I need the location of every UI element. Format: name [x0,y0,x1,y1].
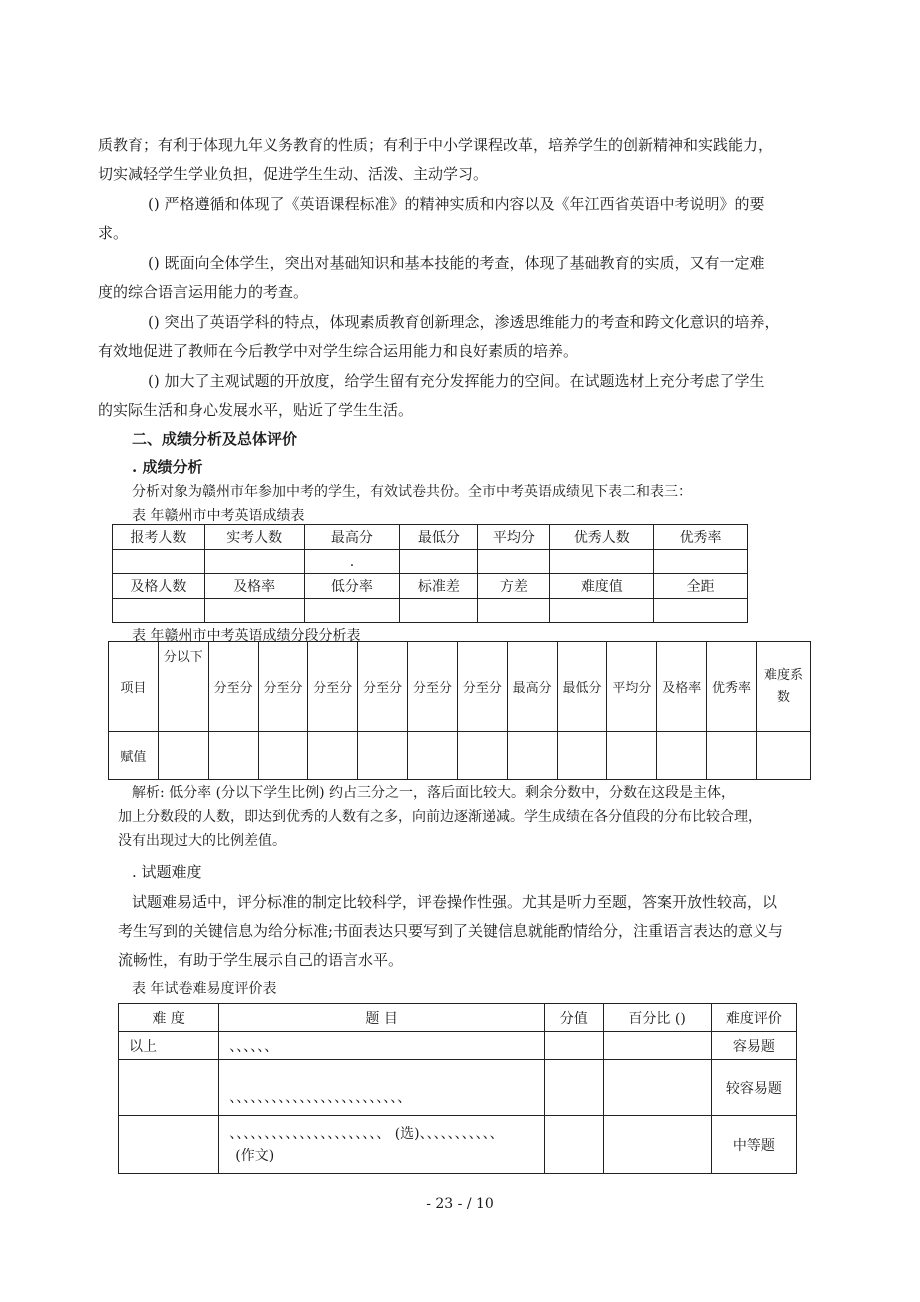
items-cell [219,1116,545,1174]
para1-line2: 切实减轻学生学业负担，促进学生生动、活泼、主动学习。 [98,165,489,183]
page-number: - 23 - / 10 [426,1196,494,1212]
para3-line2: 度的综合语言运用能力的考查。 [98,283,309,301]
difficulty-line1: 试题难易适中，评分标准的制定比较科学，评卷操作性强。尤其是听力至题，答案开放性较高，以 [132,893,778,911]
table-header-cell: 分至分 [358,642,408,732]
table-cell: 全距 [654,574,748,599]
para2-line2: 求。 [98,224,129,242]
table-cell [358,732,408,780]
eval-cell: 容易题 [711,1032,796,1060]
table-header-cell: 分至分 [457,642,507,732]
table-header-cell: 分至分 [258,642,308,732]
score-table [112,524,748,623]
table-cell [478,550,550,574]
table-cell [408,732,458,780]
table-header-cell: 难度评价 [711,1004,796,1032]
items-cell: 、、、、、、、、、、、、、、、、、、、、、、、、、 [219,1060,545,1116]
table-cell: 实考人数 [204,525,304,550]
table-cell [657,732,707,780]
segment-table [108,641,811,780]
table-cell: 标准差 [400,574,478,599]
table-header-cell: 分至分 [208,642,258,732]
table-header-cell: 分至分 [408,642,458,732]
percent-cell [603,1060,711,1116]
table-row [119,1116,797,1174]
subheading-score-analysis: . 成绩分析 [132,458,203,476]
table-row [113,599,748,623]
table-cell [507,732,557,780]
table-cell: 最低分 [400,525,478,550]
difficulty-line3: 流畅性，有助于学生展示自己的语言水平。 [118,951,404,969]
table-header-cell: 优秀率 [707,642,757,732]
table-cell [457,732,507,780]
difficulty-line2: 考生写到的关键信息为给分标准;书面表达只要写到了关键信息就能酌情给分，注重语言表达的意义与 [118,922,784,940]
table1-caption: 表 年赣州市中考英语成绩表 [132,508,305,524]
table-header-cell: 最高分 [507,642,557,732]
table-row [119,1060,797,1116]
items-line1: 、、、、、、、、、、、、、、、、、、、、、、 (选)、、、、、、、、、、、 [229,1125,504,1142]
subheading-difficulty: . 试题难度 [132,863,202,881]
table-cell: 平均分 [478,525,550,550]
table-cell [478,599,550,623]
table2-caption: 表 年赣州市中考英语成绩分段分析表 [132,628,361,644]
table-cell: 最高分 [304,525,400,550]
table-cell [607,732,657,780]
table-header-cell: 题 目 [219,1004,545,1032]
para4-line2: 有效地促进了教师在今后教学中对学生综合运用能力和良好素质的培养。 [98,342,579,360]
table-cell: 及格人数 [113,574,205,599]
table-cell [557,732,607,780]
intro-text: 分析对象为赣州市年参加中考的学生，有效试卷共份。全市中考英语成绩见下表二和表三： [132,484,692,500]
table-cell [304,599,400,623]
section-heading: 二、成绩分析及总体评价 [132,430,298,448]
table-row [119,1004,797,1032]
table-header-cell: 项目 [109,642,159,732]
para3-line1: () 既面向全体学生，突出对基础知识和基本技能的考查，体现了基础教育的实质，又有一定难 [148,254,765,272]
table-header-cell: 难 度 [119,1004,219,1032]
items-line2: (作文) [235,1147,275,1164]
table-header-cell: 难度系数 [756,642,810,732]
table-cell: . [304,550,400,574]
table-header-cell: 平均分 [607,642,657,732]
analysis-line1: 解析: 低分率 (分以下学生比例) 约占三分之一，落后面比较大。剩余分数中，分数在这段是主体， [132,785,735,801]
para5-line2: 的实际生活和身心发展水平，贴近了学生生活。 [98,401,414,419]
para4-line1: () 突出了英语学科的特点，体现素质教育创新理念，渗透思维能力的考查和跨文化意识的培养， [148,313,780,331]
para5-line1: () 加大了主观试题的开放度，给学生留有充分发挥能力的空间。在试题选材上充分考虑了学生 [148,372,765,390]
table-cell: 优秀人数 [550,525,654,550]
table-row [113,550,748,574]
score-cell [544,1032,603,1060]
table-cell [208,732,258,780]
table-cell: 及格率 [204,574,304,599]
table-cell [113,599,205,623]
table-row [113,525,748,550]
analysis-line3: 没有出现过大的比例差值。 [118,833,286,849]
table-cell [550,550,654,574]
row-label-cell: 赋值 [109,732,159,780]
table-cell: 方差 [478,574,550,599]
table-cell [550,599,654,623]
table-row [119,1032,797,1060]
table-cell [204,550,304,574]
table-cell [707,732,757,780]
table-cell [654,550,748,574]
table-cell: 优秀率 [654,525,748,550]
items-cell: 、、、、、、 [219,1032,545,1060]
table-cell [113,550,205,574]
table-row [109,732,811,780]
score-cell [544,1060,603,1116]
table-row [113,574,748,599]
table-header-cell: 及格率 [657,642,707,732]
percent-cell [603,1032,711,1060]
eval-cell: 较容易题 [711,1060,796,1116]
table-cell: 报考人数 [113,525,205,550]
score-cell [544,1116,603,1174]
table-cell [400,550,478,574]
table-cell [258,732,308,780]
table-header-cell: 最低分 [557,642,607,732]
table-cell: 难度值 [550,574,654,599]
percent-cell [603,1116,711,1174]
table-cell [158,732,208,780]
table-cell [756,732,810,780]
table-cell [400,599,478,623]
table-header-cell: 百分比 () [603,1004,711,1032]
table-row [109,642,811,732]
eval-cell: 中等题 [711,1116,796,1174]
difficulty-cell [119,1060,219,1116]
analysis-line2: 加上分数段的人数，即达到优秀的人数有之多，向前边逐渐递减。学生成绩在各分值段的分布比较合理， [118,809,762,825]
table-header-cell: 分至分 [308,642,358,732]
para1-line1: 质教育；有利于体现九年义务教育的性质；有利于中小学课程改革，培养学生的创新精神和实践能力， [98,136,774,154]
difficulty-table [118,1003,797,1174]
table3-caption: 表 年试卷难易度评价表 [132,981,277,997]
table-cell [204,599,304,623]
table-cell [308,732,358,780]
difficulty-cell [119,1116,219,1174]
difficulty-cell: 以上 [119,1032,219,1060]
para2-line1: () 严格遵循和体现了《英语课程标准》的精神实质和内容以及《年江西省英语中考说明》的要 [148,195,765,213]
table-cell [654,599,748,623]
table-header-cell: 分值 [544,1004,603,1032]
table-header-cell: 分以下 [158,642,208,732]
table-cell: 低分率 [304,574,400,599]
